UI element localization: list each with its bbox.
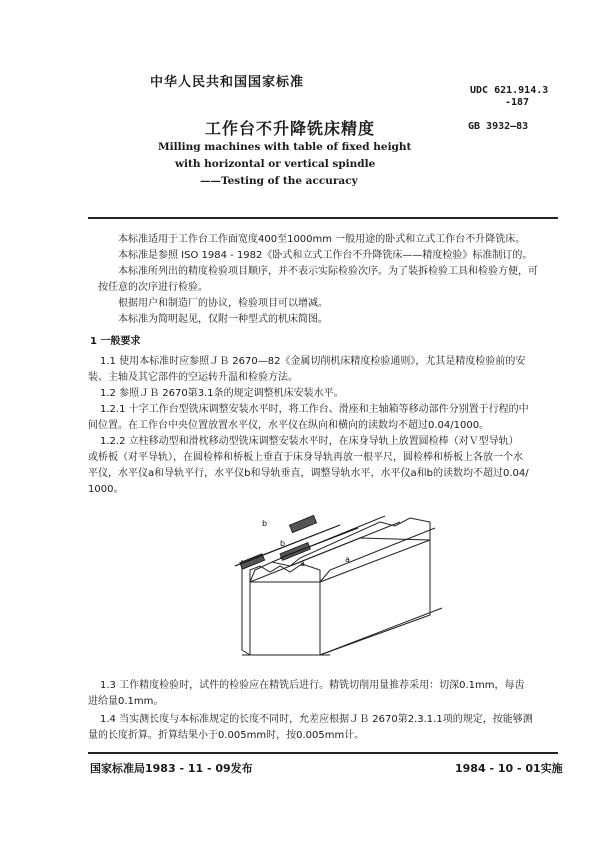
section-heading: 1 一般要求 [90, 336, 141, 347]
english-title-line3: ——Testing of the accuracy [200, 175, 358, 187]
udc-number-suffix: -187 [505, 97, 530, 108]
clause-1-2-2-cont: 或桥板（对平导轨），在圆检棒和桥板上垂直于床身导轨再放一根平尺，圆检棒和桥板上各放一个水 [88, 452, 523, 463]
intro-line: 按任意的次序进行检验。 [98, 282, 208, 293]
straight-edge [235, 525, 340, 566]
intro-line: 本标准为简明起见，仅附一种型式的机床简图。 [118, 314, 328, 325]
intro-line: 根据用户和制造厂的协议，检验项目可以增减。 [118, 298, 328, 309]
clause-1-4-cont: 量的长度折算。折算结果小于0.005mm时，按0.005mm计。 [88, 730, 365, 741]
clause-1-4: 1.4 当实测长度与本标准规定的长度不同时，允差应根据ＪＢ 2670第2.3.1.1项的规定，按能够测 [100, 714, 533, 725]
gb-number: GB 3932—83 [468, 121, 529, 132]
clause-1-3: 1.3 工作精度检验时，试件的检验应在精铣后进行。精铣切削用量推荐采用：切深0.1mm，每齿 [100, 680, 525, 691]
figure-label-b: b [280, 539, 286, 548]
bed-side-face [320, 540, 430, 655]
intro-line: 本标准是参照 ISO 1984 - 1982《卧式和立式工作台不升降铣床——精度检验》标准制订的。 [118, 250, 533, 261]
front-rail-profile [250, 564, 320, 582]
intro-line: 本标准所列出的精度检验项目顺序，并不表示实际检验次序。为了装拆检验工具和检验方便，可 [118, 266, 538, 277]
english-title-line2: with horizontal or vertical spindle [175, 158, 376, 170]
clause-1-2-2-cont: 1000。 [88, 484, 124, 495]
standard-org-title: 中华人民共和国国家标准 [150, 75, 305, 90]
clause-1-3-cont: 进给量0.1mm。 [88, 696, 164, 707]
figure-label-b: b [262, 519, 268, 528]
level-instrument-b-top [289, 515, 316, 532]
clause-1-2: 1.2 参照ＪＢ 2670第3.1条的规定调整机床安装水平。 [100, 388, 344, 399]
machine-bed-figure [180, 500, 470, 660]
clause-1-2-2-cont: 平仪，水平仪a和导轨平行，水平仪b和导轨垂直，调整导轨水平，水平仪a和b的读数均不超过0.04/ [88, 468, 529, 479]
english-title-line1: Milling machines with table of fixed height [158, 141, 412, 153]
clause-1-1: 1.1 使用本标准时应参照ＪＢ 2670—82《金属切削机床精度检验通则》，尤其是精度检验前的安 [100, 356, 526, 367]
figure-label-a: a [300, 559, 305, 568]
figure-label-a: a [345, 555, 350, 564]
bed-front-face [250, 582, 320, 655]
clause-1-2-2: 1.2.2 立柱移动型和滑枕移动型铣床调整安装水平时，在床身导轨上放置圆检棒（对Ｖ型导轨） [100, 436, 519, 447]
bed-base-edge [242, 608, 442, 655]
intro-line: 本标准适用于工作台工作面宽度400至1000mm 一般用途的卧式和立式工作台不升降铣床。 [118, 234, 526, 245]
document-title: 工作台不升降铣床精度 [205, 119, 376, 138]
clause-1-1-cont: 装、主轴及其它部件的空运转升温和检验方法。 [88, 372, 298, 383]
effective-date: 1984 - 10 - 01实施 [455, 762, 563, 775]
issue-date: 国家标准局1983 - 11 - 09发布 [90, 762, 253, 775]
footer-divider [88, 752, 558, 754]
bed-left-edge [242, 560, 250, 655]
header-divider [88, 217, 558, 219]
udc-number: UDC 621.914.3 [470, 85, 549, 96]
clause-1-2-1: 1.2.1 十字工作台型铣床调整安装水平时，将工作台、滑座和主轴箱等移动部件分别置于行程的中 [100, 404, 529, 415]
clause-1-2-1-cont: 间位置。在工作台中央位置放置水平仪，水平仪在纵向和横向的读数均不超过0.04/1000。 [88, 420, 490, 431]
